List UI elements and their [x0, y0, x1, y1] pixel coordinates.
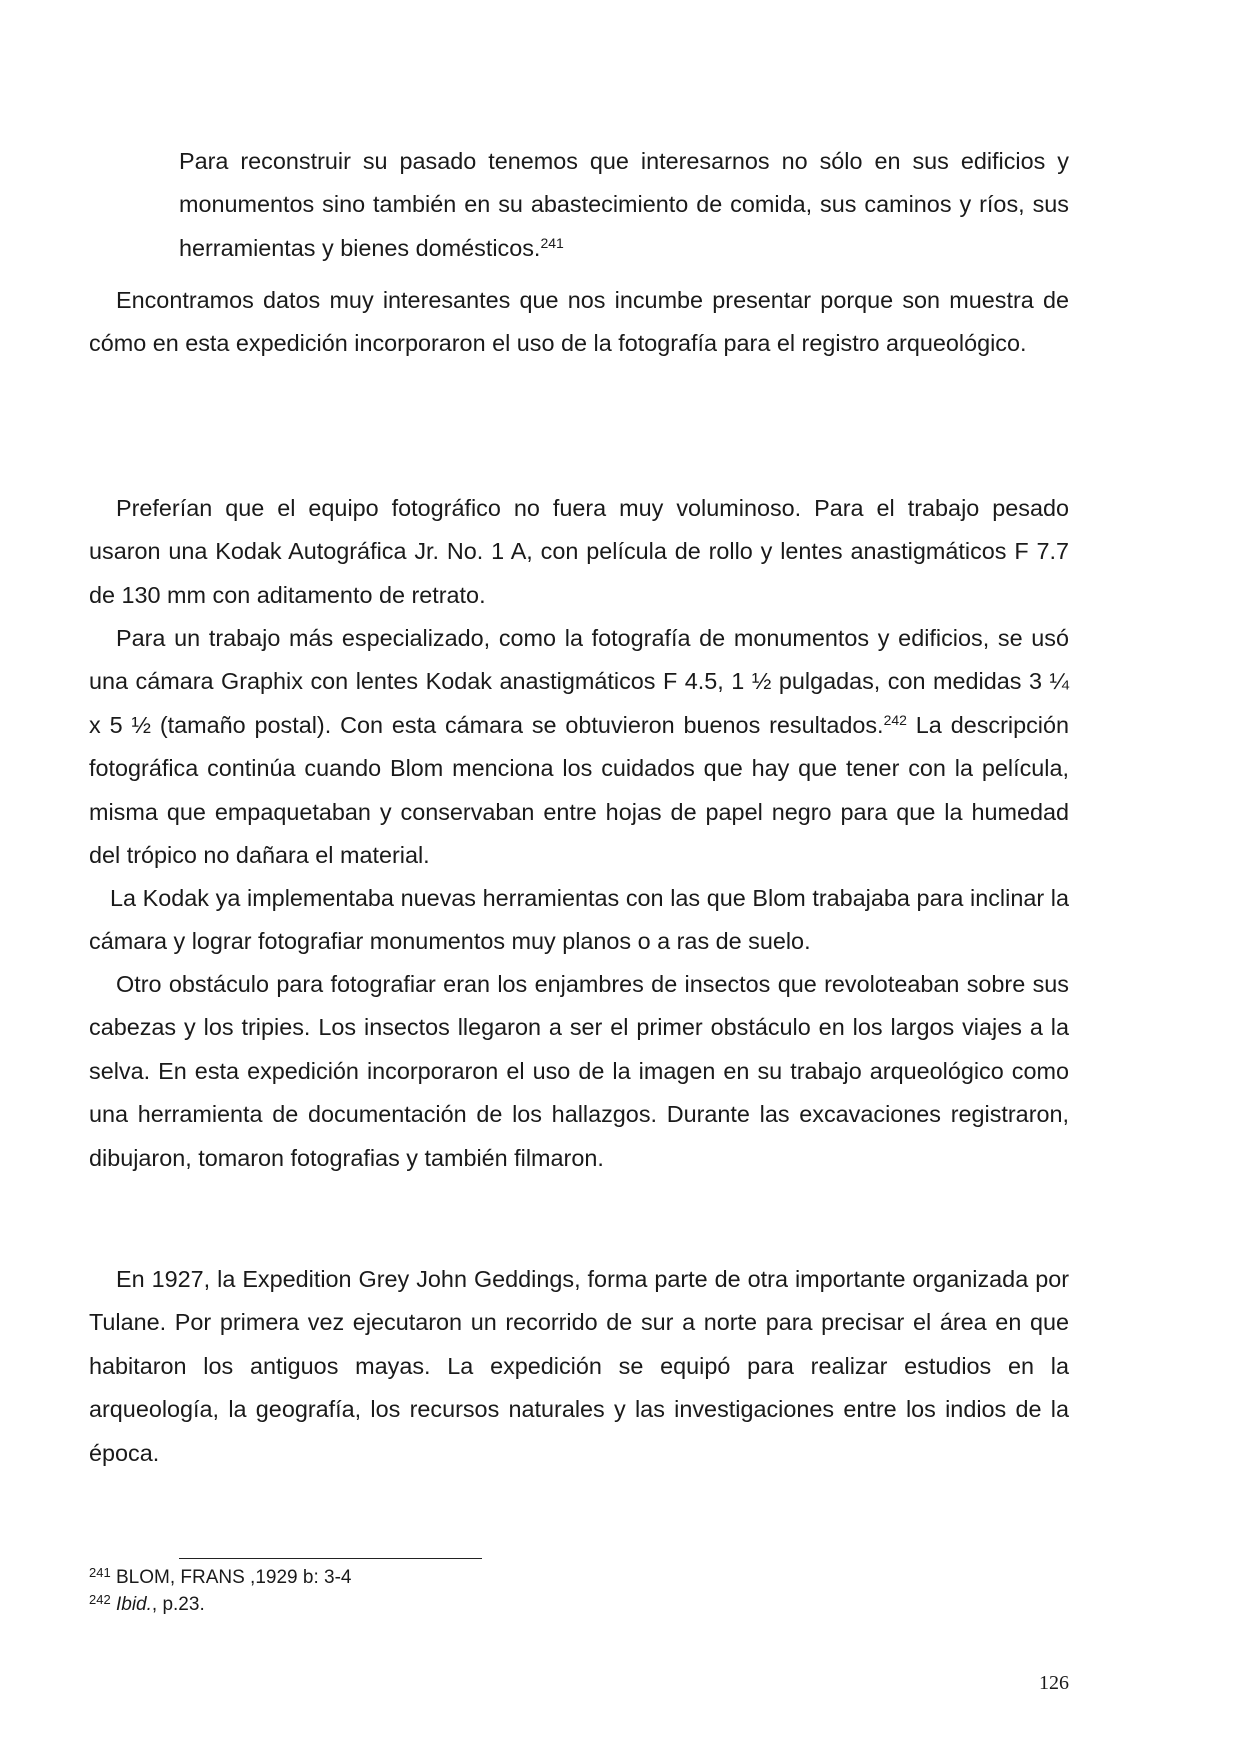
paragraph-4: La Kodak ya implementaba nuevas herramientas con las que Blom trabajaba para inclinar la cámara y lograr fotografiar monumentos muy planos o a ras de suelo. — [89, 885, 1069, 955]
page-number: 126 — [1039, 1672, 1069, 1694]
footnote-ref-241[interactable]: 241 — [540, 234, 564, 251]
footnote-242: $^{242}$ Ibid., p.23. — [89, 1592, 205, 1615]
footnote-separator — [179, 1558, 482, 1559]
paragraph-5: Otro obstáculo para fotografiar eran los enjambres de insectos que revoloteaban sobre sus cabezas y los tripies. Los insectos llegaron a ser el primer obstáculo en los largos viajes a la selva. En esta expedición incorporaron el uso de la imagen en su trabajo arqueológico como una herramienta de documentación de los hallazgos. Durante las excavaciones registraron, dibujaron, tomaron fotografias y también filmaron. — [89, 971, 1069, 1171]
block-quote — [179, 140, 1069, 270]
footnote-241: $^{241}$ BLOM, FRANS ,1929 b: 3-4 — [89, 1565, 352, 1588]
paragraph-2: Preferían que el equipo fotográfico no fuera muy voluminoso. Para el trabajo pesado usaron una Kodak Autográfica Jr. No. 1 A, con película de rollo y lentes anastigmáticos F 7.7 de 130 mm con aditamento de retrato. — [89, 495, 1069, 608]
footnote-number: 242 — [89, 1592, 111, 1607]
footnote-ref-242[interactable]: 242 — [883, 711, 907, 728]
paragraph-6: En 1927, la Expedition Grey John Geddings, forma parte de otra importante organizada por Tulane. Por primera vez ejecutaron un recorrido de sur a norte para precisar el área en que habitaron los antiguos mayas. La expedición se equipó para realizar estudios en la arqueología, la geografía, los recursos naturales y las investigaciones entre los indios de la época. — [89, 1266, 1069, 1466]
footnote-ibid: Ibid. — [115, 1594, 152, 1615]
paragraph-1: Encontramos datos muy interesantes que nos incumbe presentar porque son muestra de cómo en esta expedición incorporaron el uso de la fotografía para el registro arqueológico. — [89, 287, 1069, 357]
footnote-number: 241 — [89, 1565, 111, 1580]
quote-text: Para reconstruir su pasado tenemos que interesarnos no sólo en sus edificios y monumentos sino también en su abastecimiento de comida, sus caminos y ríos, sus herramientas y bienes domésticos. — [179, 148, 1069, 261]
paragraph-3: Para un trabajo más especializado, como la fotografía de monumentos y edificios, se usó una cámara Graphix con lentes Kodak anastigmáticos F 4.5, 1 ½ pulgadas, con medidas 3 ¼ x 5 ½ (tamaño postal). Con esta cámara se obtuvieron buenos resultados.$^{242}$ La descripción fotográfica continúa cuando Blom menciona los cuidados que hay que tener con la película, misma que empaquetaban y conservaban entre hojas de papel negro para que la humedad del trópico no dañara el material. — [89, 625, 1070, 869]
